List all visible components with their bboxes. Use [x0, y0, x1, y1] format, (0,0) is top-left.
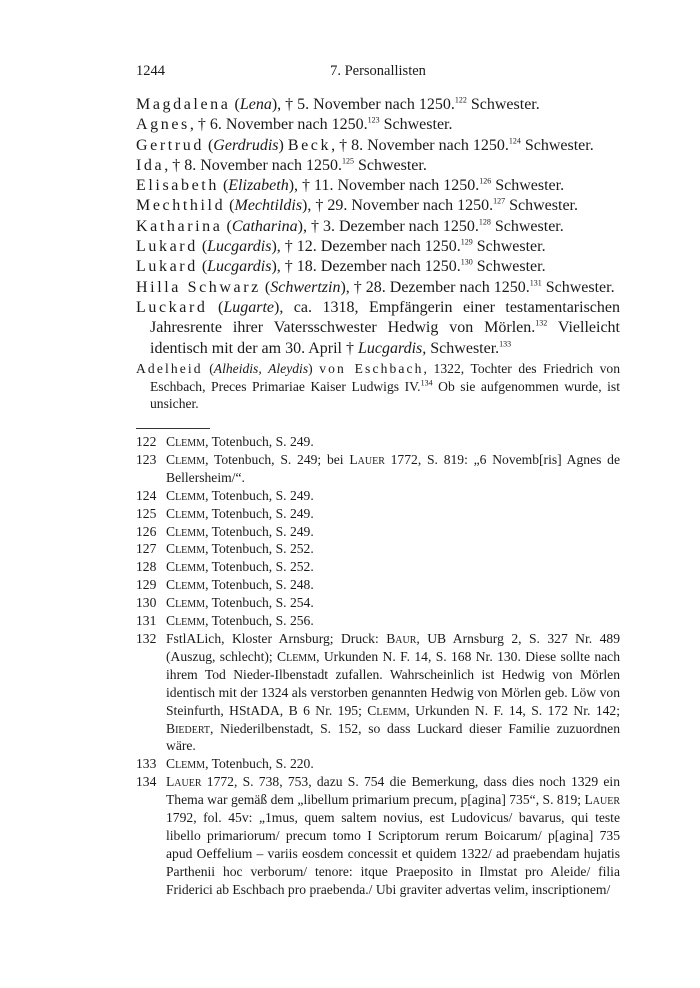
footnote: [136, 523, 620, 541]
person-entry: [136, 298, 620, 359]
footnote-text: Clemm, Totenbuch, S. 249.: [166, 434, 314, 449]
footnote-text: Lauer 1772, S. 738, 753, dazu S. 754 die Bemerkung, dass dies noch 1329 ein Thema war gemäß dem „libellum primarium precum, p[agina] 735“, S. 819; Lauer 1792, fol. 45v: „1mus, quem saltem novius, est Ludovicus/ bavarus, qui teste libello primariorum/ precum tomo I Scriptorum rerum Boicarum/ p[agina] 735 apud Oeffelium – variis eosdem concessit et quidem 1322/ ad praebendam hujatis Parthenii hoc verborum/ tenore: itque Praeposito in Ilmstat pro Aleide/ filia Friderici ab Eschbach pro praebenda./ Ubi graviter advertas velim, inscriptionem/: [166, 774, 620, 897]
footnote-number: 133: [136, 756, 157, 772]
person-name: Adelheid: [136, 360, 203, 376]
person-details: (Lena), † 5. November nach 1250.$^{122}$ Schwester.: [230, 95, 540, 113]
footnote-text: Clemm, Totenbuch, S. 252.: [166, 541, 314, 557]
person-name: Magdalena: [136, 96, 231, 113]
person-details: (Catharina), † 3. Dezember nach 1250.$^{128}$ Schwester.: [222, 217, 564, 235]
footnote-separator: [136, 428, 210, 429]
footnote-text: Clemm, Totenbuch, S. 252.: [166, 559, 314, 575]
footnote-number: 132: [136, 630, 157, 646]
person-entry: [136, 278, 620, 298]
footnote: [136, 576, 620, 594]
person-name: Agnes: [136, 116, 190, 134]
footnote-text: Clemm, Totenbuch, S. 249.: [166, 523, 314, 539]
footnote: [136, 433, 620, 451]
person-entry: [136, 156, 620, 176]
footnote-number: 126: [136, 523, 157, 539]
footnote-number: 125: [136, 505, 157, 521]
person-entry: [136, 360, 620, 413]
person-entry: [136, 115, 620, 135]
person-details: (Lucgardis), † 12. Dezember nach 1250.$^{129}$ Schwester.: [197, 237, 546, 256]
footnote: [136, 594, 620, 612]
person-details: , † 6. November nach 1250.$^{123}$ Schwester.: [189, 115, 453, 134]
person-entry: [136, 176, 620, 196]
footnote-number: 129: [136, 577, 157, 593]
person-name: Gertrud: [136, 136, 204, 154]
person-name: Lukard: [136, 258, 198, 276]
person-entry: [136, 237, 620, 257]
person-details: (Alheidis, Aleydis) von Eschbach, 1322, Tochter des Friedrich von Eschbach, Preces Primariae Kaiser Ludwigs IV.$^{134}$ Ob sie aufgenommen wurde, ist unsicher.: [150, 360, 620, 412]
person-name: Luckard: [136, 298, 208, 316]
person-name: Hilla Schwarz: [136, 278, 261, 296]
person-entry: [136, 95, 620, 115]
footnote-text: Clemm, Totenbuch, S. 254.: [166, 595, 314, 611]
footnote: [136, 630, 620, 755]
person-name: Ida: [136, 156, 165, 174]
footnote-number: 124: [136, 487, 157, 503]
footnote: [136, 755, 620, 773]
footnote: [136, 451, 620, 487]
person-name: Elisabeth: [136, 177, 219, 195]
person-entry: [136, 136, 620, 156]
footnote-text: Clemm, Totenbuch, S. 249; bei Lauer 1772, S. 819: „6 Novemb[ris] Agnes de Bellersheim/“.: [166, 451, 620, 485]
footnote-number: 122: [136, 434, 157, 449]
person-details: , † 8. November nach 1250.$^{125}$ Schwester.: [164, 156, 427, 174]
footnote-number: 131: [136, 613, 157, 629]
person-details: (Lucgardis), † 18. Dezember nach 1250.$^{130}$ Schwester.: [197, 258, 546, 276]
footnote-number: 134: [136, 774, 157, 790]
footnote: [136, 773, 620, 898]
page-header: [136, 63, 620, 83]
person-name: Lukard: [136, 238, 198, 256]
page-number: 1244: [136, 63, 165, 79]
person-details: (Lugarte), ca. 1318, Empfängerin einer testamentarischen Jahresrente ihrer Vatersschwester Hedwig von Mörlen.$^{132}$ Vielleicht identisch mit der am 30. April † Lucgardis, Schwester.$^{133}$: [150, 298, 621, 357]
footnote: [136, 487, 620, 505]
footnote-number: 128: [136, 559, 157, 575]
footnote-text: Clemm, Totenbuch, S. 249.: [166, 487, 314, 503]
person-details: (Elizabeth), † 11. November nach 1250.$^{126}$ Schwester.: [218, 176, 565, 195]
footnote: [136, 505, 620, 523]
footnotes: [136, 433, 620, 899]
person-details: (Gerdrudis) Beck, † 8. November nach 1250.$^{124}$ Schwester.: [203, 136, 594, 154]
footnote-text: Clemm, Totenbuch, S. 220.: [166, 756, 314, 772]
footnote-number: 130: [136, 595, 157, 611]
footnote: [136, 612, 620, 630]
footnote-text: Clemm, Totenbuch, S. 256.: [166, 613, 314, 629]
person-name: Mechthild: [136, 197, 226, 215]
footnote-number: 127: [136, 541, 157, 557]
running-title: 7. Personallisten: [330, 63, 426, 79]
footnote-text: Clemm, Totenbuch, S. 248.: [166, 577, 314, 593]
footnote-number: 123: [136, 451, 157, 467]
person-entry: [136, 217, 620, 237]
person-entry: [136, 196, 620, 216]
footnote: [136, 558, 620, 576]
footnote: [136, 540, 620, 558]
footnote-text: FstlALich, Kloster Arnsburg; Druck: Baur, UB Arnsburg 2, S. 327 Nr. 489 (Auszug, schlecht); Clemm, Urkunden N. F. 14, S. 168 Nr. 130. Diese sollte nach ihrem Tod Nieder-Ilbenstadt zufallen. Wahrscheinlich ist Hedwig von Mörlen identisch mit der 1324 als verstorben genannten Hedwig von Mörlen geb. Löw von Steinfurth, HStADA, B 6 Nr. 195; Clemm, Urkunden N. F. 14, S. 172 Nr. 142; Biedert, Niederilbenstadt, S. 152, so dass Luckard dieser Familie zuzuordnen wäre.: [166, 630, 620, 754]
person-entry: [136, 257, 620, 277]
person-details: (Mechtildis), † 29. November nach 1250.$^{127}$ Schwester.: [225, 197, 578, 215]
person-name: Katharina: [136, 217, 223, 235]
person-list: [136, 95, 620, 413]
person-details: (Schwertzin), † 28. Dezember nach 1250.$^{131}$ Schwester.: [260, 278, 615, 296]
footnote-text: Clemm, Totenbuch, S. 249.: [166, 505, 314, 521]
